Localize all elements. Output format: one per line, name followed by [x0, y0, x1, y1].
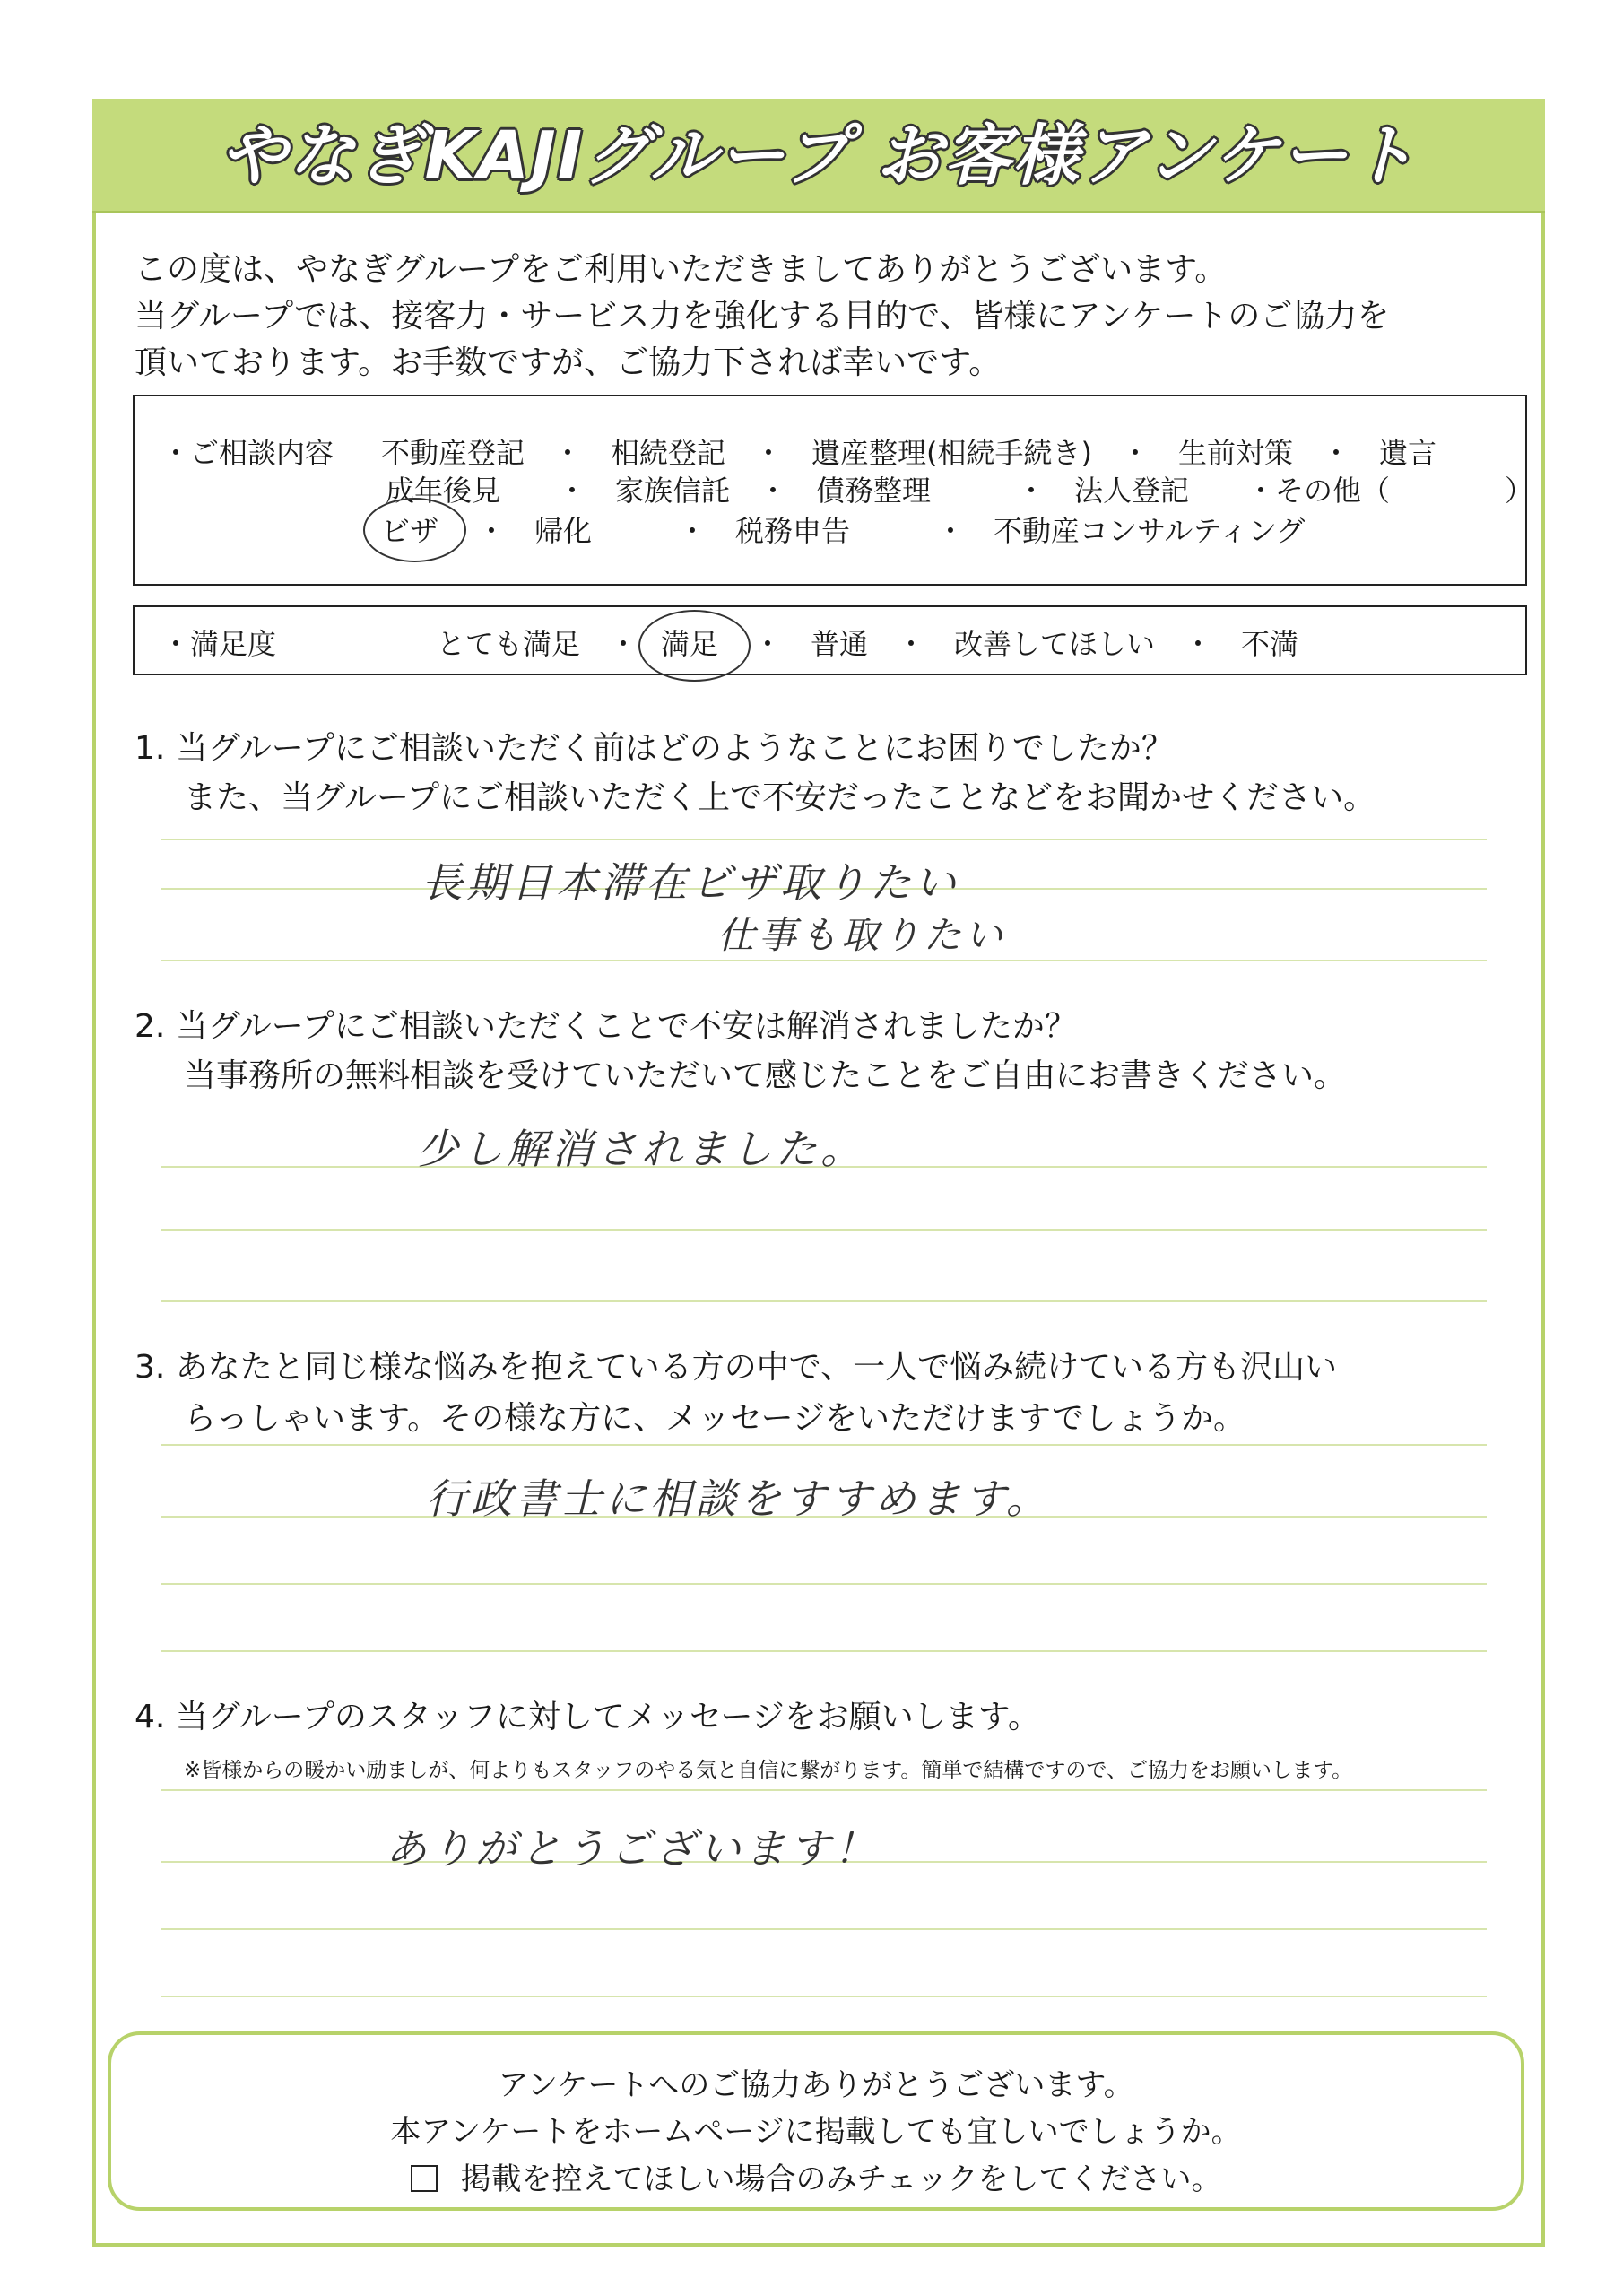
question-2-line-1: 2. 当グループにご相談いただくことで不安は解消されましたか？ [135, 1008, 1077, 1045]
answer-line [161, 960, 1487, 961]
answer-1-text-2: 仕事も取りたい [717, 913, 1007, 957]
answer-2-text: 少し解消されました。 [417, 1125, 865, 1173]
page-title: やなぎKAJIグループ お客様アンケート [220, 117, 1418, 195]
answer-line [161, 1650, 1487, 1652]
answer-line [161, 839, 1487, 840]
intro-line-1: この度は、やなぎグループをご利用いただきましてありがとうございます。 [135, 251, 1228, 288]
consultation-row-3[interactable]: ・ 帰化 ・ 税務申告 ・ 不動産コンサルティング [448, 514, 1306, 548]
consultation-row-1[interactable]: 不動産登記 ・ 相続登記 ・ 遺産整理(相続手続き) ・ 生前対策 ・ 遺言 [381, 436, 1436, 470]
intro-line-2: 当グループでは、接客力・サービス力を強化する目的で、皆様にアンケートのご協力を [135, 298, 1390, 335]
question-2-line-2: 当事務所の無料相談を受けていただいて感じたことをご自由にお書きください。 [184, 1057, 1347, 1094]
satisfaction-label: ・満足度 [161, 627, 277, 661]
satisfaction-option-very-satisfied[interactable]: とても満足 ・ [437, 627, 638, 661]
selection-circle-satisfied [638, 610, 751, 682]
answer-line [161, 1789, 1487, 1791]
footer-question: 本アンケートをホームページに掲載しても宜しいでしょうか。 [390, 2114, 1242, 2150]
answer-line [161, 1229, 1487, 1231]
footer-checkbox-row[interactable] [111, 2154, 1521, 2198]
answer-line [161, 1300, 1487, 1302]
answer-line [161, 1444, 1487, 1446]
answer-1-text-1: 長期日本滞在ビザ取りたい [421, 858, 959, 907]
opt-out-checkbox[interactable] [411, 2165, 438, 2192]
answer-line [161, 1928, 1487, 1930]
footer-thanks: アンケートへのご協力ありがとうございます。 [498, 2067, 1134, 2103]
selection-circle-visa [363, 498, 466, 562]
answer-line [161, 1996, 1487, 1997]
title-banner [92, 99, 1545, 213]
intro-text [135, 247, 1389, 387]
satisfaction-options-rest[interactable]: ・ 普通 ・ 改善してほしい ・ 不満 [753, 627, 1299, 661]
intro-line-3: 頂いております。お手数ですが、ご協力下されば幸いです。 [135, 344, 1002, 381]
consultation-row-2[interactable]: 成年後見 ・ 家族信託 ・ 債務整理 ・ 法人登記 ・その他（ ） [386, 474, 1534, 508]
question-4-note: ※皆様からの暖かい励ましが、何よりもスタッフのやる気と自信に繋がります。簡単で結構ですので、ご協力をお願いします。 [184, 1759, 1353, 1782]
satisfaction-option-satisfied[interactable]: 満足 [661, 627, 719, 661]
consultation-label: ・ご相談内容 [161, 436, 334, 470]
question-1-line-1: 1. 当グループにご相談いただく前はどのようなことにお困りでしたか？ [135, 730, 1174, 767]
question-3-line-2: らっしゃいます。その様な方に、メッセージをいただけますでしょうか。 [184, 1400, 1246, 1437]
footer-box [108, 2031, 1524, 2211]
question-3-line-1: 3. あなたと同じ様な悩みを抱えている方の中で、一人で悩み続けている方も沢山い [135, 1349, 1338, 1386]
answer-4-text: ありがとうございます！ [386, 1824, 879, 1873]
question-4-line-1: 4. 当グループのスタッフに対してメッセージをお願いします。 [135, 1699, 1040, 1735]
consultation-option-visa[interactable]: ビザ [381, 514, 439, 548]
question-1-line-2: また、当グループにご相談いただく上で不安だったことなどをお聞かせください。 [184, 779, 1376, 816]
answer-3-text: 行政書士に相談をすすめます。 [426, 1474, 1051, 1523]
answer-line [161, 1583, 1487, 1585]
opt-out-label: 掲載を控えてほしい場合のみチェックをしてください。 [460, 2161, 1222, 2197]
